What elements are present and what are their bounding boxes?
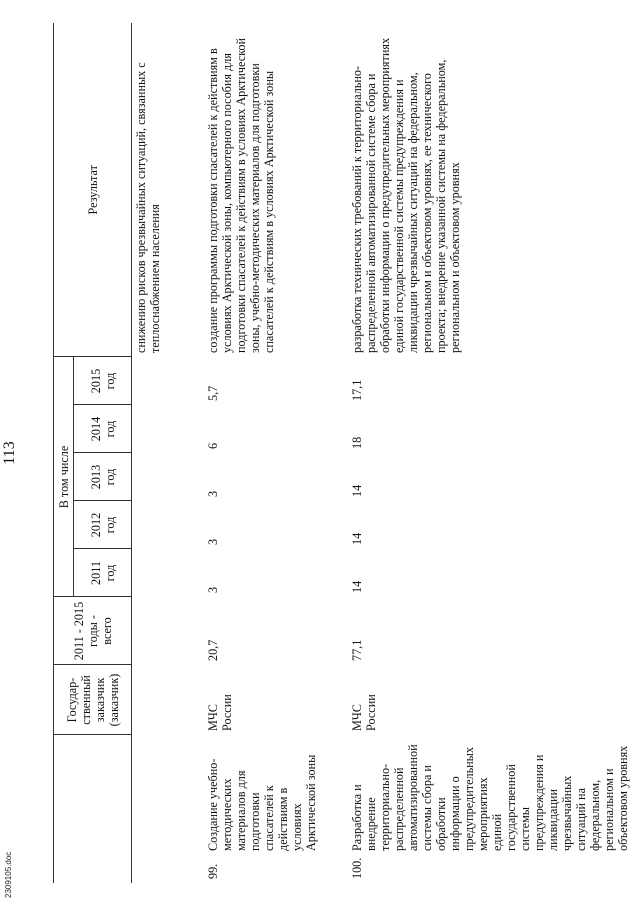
header-year: 2014 год <box>74 405 132 453</box>
program-table <box>53 23 632 883</box>
table-header <box>54 23 132 883</box>
result-cell: снижению рисков чрезвычайных ситуаций, связанных с теплоснабжением населения <box>134 62 162 353</box>
header-result: Результат <box>54 23 132 357</box>
header-year: 2011 год <box>74 549 132 597</box>
page-number: 113 <box>1 441 18 465</box>
event-cell <box>132 735 204 883</box>
value-cell: 14 <box>349 484 364 497</box>
value-cell <box>132 549 204 597</box>
table-row <box>348 23 632 883</box>
header-year: 2012 год <box>74 501 132 549</box>
value-cell: 18 <box>349 436 364 449</box>
value-cell: 14 <box>349 532 364 545</box>
header-customer: Государ-ственный заказчик (заказчик) <box>54 665 132 735</box>
value-cell <box>132 501 204 549</box>
event-text: Создание учебно-методических материалов для подготовки спасателей к действиям в условиях Арктической зоны <box>205 754 318 851</box>
value-cell: 3 <box>205 586 220 593</box>
event-text: Разработка и внедрение территориально-распределенной автоматизированной системы сбора и обработки информации о предупредительных мероприятиях единой государственной системы предупреждения и ликвидации чрезвычайных ситуаций на федеральном, региональном и объектовом уровнях <box>349 744 630 851</box>
row-number: 100. <box>349 857 364 879</box>
value-cell: 3 <box>205 490 220 497</box>
result-cell: создание программы подготовки спасателей к действиям в условиях Арктической зоны, компьютерного пособия для подготовки спасателей к действиям в условиях Арктической зоны, учебно-методических материалов для подготовки спасателей к действиям в условиях Арктической зоны <box>205 37 276 353</box>
header-event <box>54 735 132 883</box>
result-cell: разработка технических требований к территориально-распределенной автоматизированной системе сбора и обработки информации о предупредительных мероприятиях единой государственной системы предупреждения и ликвидации чрезвычайных ситуаций на федеральном, региональном и объектовом уровнях, ее технического проекта; внедрение указанной системы на федеральном, региональном и объектовом уровнях <box>349 37 462 353</box>
customer-cell: МЧС России <box>205 694 234 731</box>
event-cell <box>204 735 348 883</box>
row-number: 99. <box>205 863 220 879</box>
header-year: 2015 год <box>74 357 132 405</box>
total-cell: 77,1 <box>349 639 364 661</box>
header-year: 2013 год <box>74 453 132 501</box>
total-cell <box>132 597 204 665</box>
header-total: 2011 - 2015 годы - всего <box>54 597 132 665</box>
customer-cell: МЧС России <box>349 694 378 731</box>
table-row <box>132 23 204 883</box>
value-cell: 17,1 <box>349 379 364 401</box>
value-cell <box>132 453 204 501</box>
value-cell: 3 <box>205 538 220 545</box>
document-code: 2309105.doc <box>4 851 13 898</box>
value-cell <box>132 357 204 405</box>
table-row <box>204 23 348 883</box>
header-in-that-number: В том числе <box>54 357 74 597</box>
event-cell <box>348 735 632 883</box>
value-cell <box>132 405 204 453</box>
value-cell: 6 <box>205 442 220 449</box>
value-cell: 14 <box>349 580 364 593</box>
value-cell: 5,7 <box>205 385 220 401</box>
customer-cell <box>132 665 204 735</box>
total-cell: 20,7 <box>205 639 220 661</box>
